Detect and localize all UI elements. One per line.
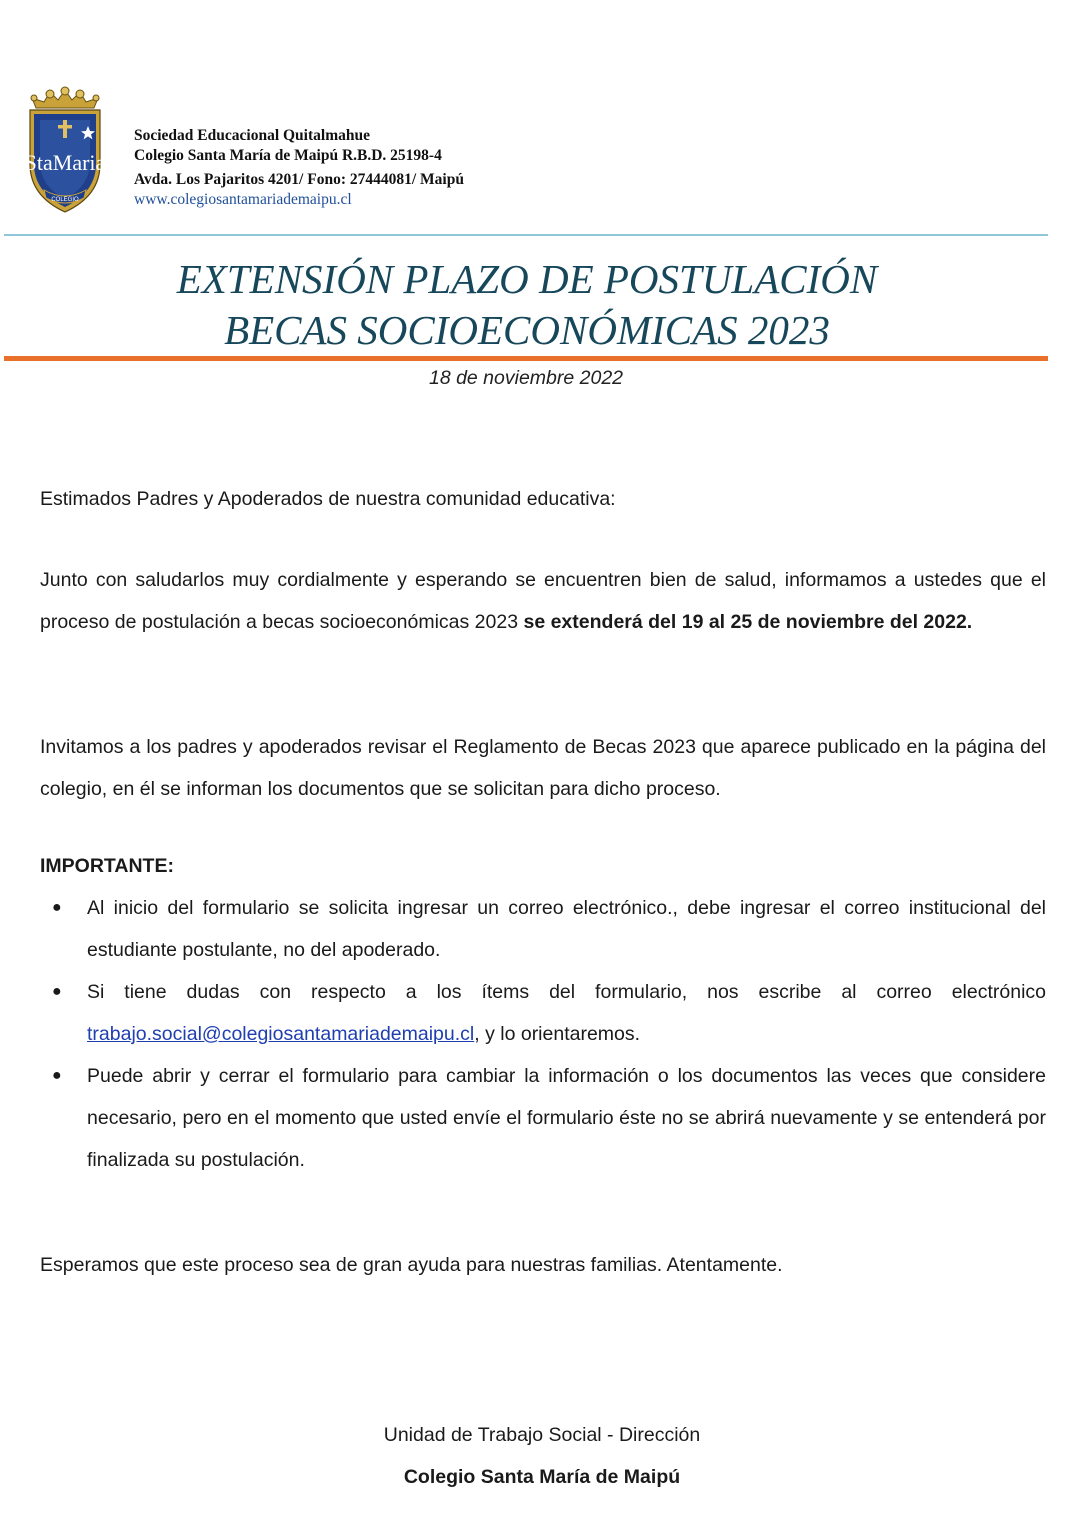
title-divider [4,356,1048,361]
document-date: 18 de noviembre 2022 [428,367,624,389]
signature-org: Colegio Santa María de Maipú [403,1466,681,1488]
letterhead [14,86,1054,216]
paragraph-regulation: Invitamos a los padres y apoderados revisar el Reglamento de Becas 2023 que aparece publicado en la página del colegio, en él se informan los documentos que se solicitan para dicho proceso. [40,736,1046,800]
paragraph-extension-text: Junto con saludarlos muy cordialmente y esperando se encuentren bien de salud, informamos a ustedes que el proceso de postulación a becas socioeconómicas 2023 [40,569,1046,633]
list-item [40,887,1046,971]
list-item [40,971,1046,1055]
paragraph-extension [40,559,1046,643]
title-line-1: EXTENSIÓN PLAZO DE POSTULACIÓN [176,256,878,302]
greeting: Estimados Padres y Apoderados de nuestra comunidad educativa: [40,488,616,510]
crown-icon [31,87,99,108]
signature-unit: Unidad de Trabajo Social - Dirección [383,1424,701,1446]
list-item-text: Puede abrir y cerrar el formulario para cambiar la información o los documentos las veces que considere necesario, pero en el momento que usted envíe el formulario éste no se abrirá nuevamente y se entenderá por finalizada su postulación. [87,1065,1046,1171]
school-website-link[interactable]: www.colegiosantamariademaipu.cl [134,191,352,208]
list-item-text: Si tiene dudas con respecto a los ítems del formulario, nos escribe al correo electrónico [87,981,1046,1003]
bullet-icon: ● [52,983,62,1000]
header-divider [4,234,1048,236]
logo-wordmark: StaMaria [24,150,106,175]
closing-paragraph: Esperamos que este proceso sea de gran ayuda para nuestras familias. Atentamente. [40,1254,783,1276]
bullet-icon: ● [52,1067,62,1084]
social-work-email-link[interactable]: trabajo.social@colegiosantamariademaipu.cl [87,1023,475,1045]
list-item-text: Al inicio del formulario se solicita ingresar un correo electrónico., debe ingresar el correo institucional del estudiante postulante, no del apoderado. [87,897,1046,961]
extension-dates: se extenderá del 19 al 25 de noviembre del 2022. [523,611,973,633]
school-name-rbd: Colegio Santa María de Maipú R.B.D. 25198-4 [134,147,442,164]
letterhead-text [134,126,464,210]
society-name: Sociedad Educacional Quitalmahue [134,127,370,144]
school-address: Avda. Los Pajaritos 4201/ Fono: 27444081/ Maipú [134,171,464,188]
title-line-2: BECAS SOCIOECONÓMICAS 2023 [224,307,830,353]
bullet-icon: ● [52,899,62,916]
list-item [40,1055,1046,1181]
page-title [0,254,1054,356]
logo-ribbon-text: COLEGIO [51,197,79,203]
signature-block [0,1414,1080,1498]
list-item-text: , y lo orientaremos. [474,1023,641,1045]
important-heading: IMPORTANTE: [40,855,174,877]
school-crest-logo [14,86,116,216]
important-list [40,887,1046,1181]
